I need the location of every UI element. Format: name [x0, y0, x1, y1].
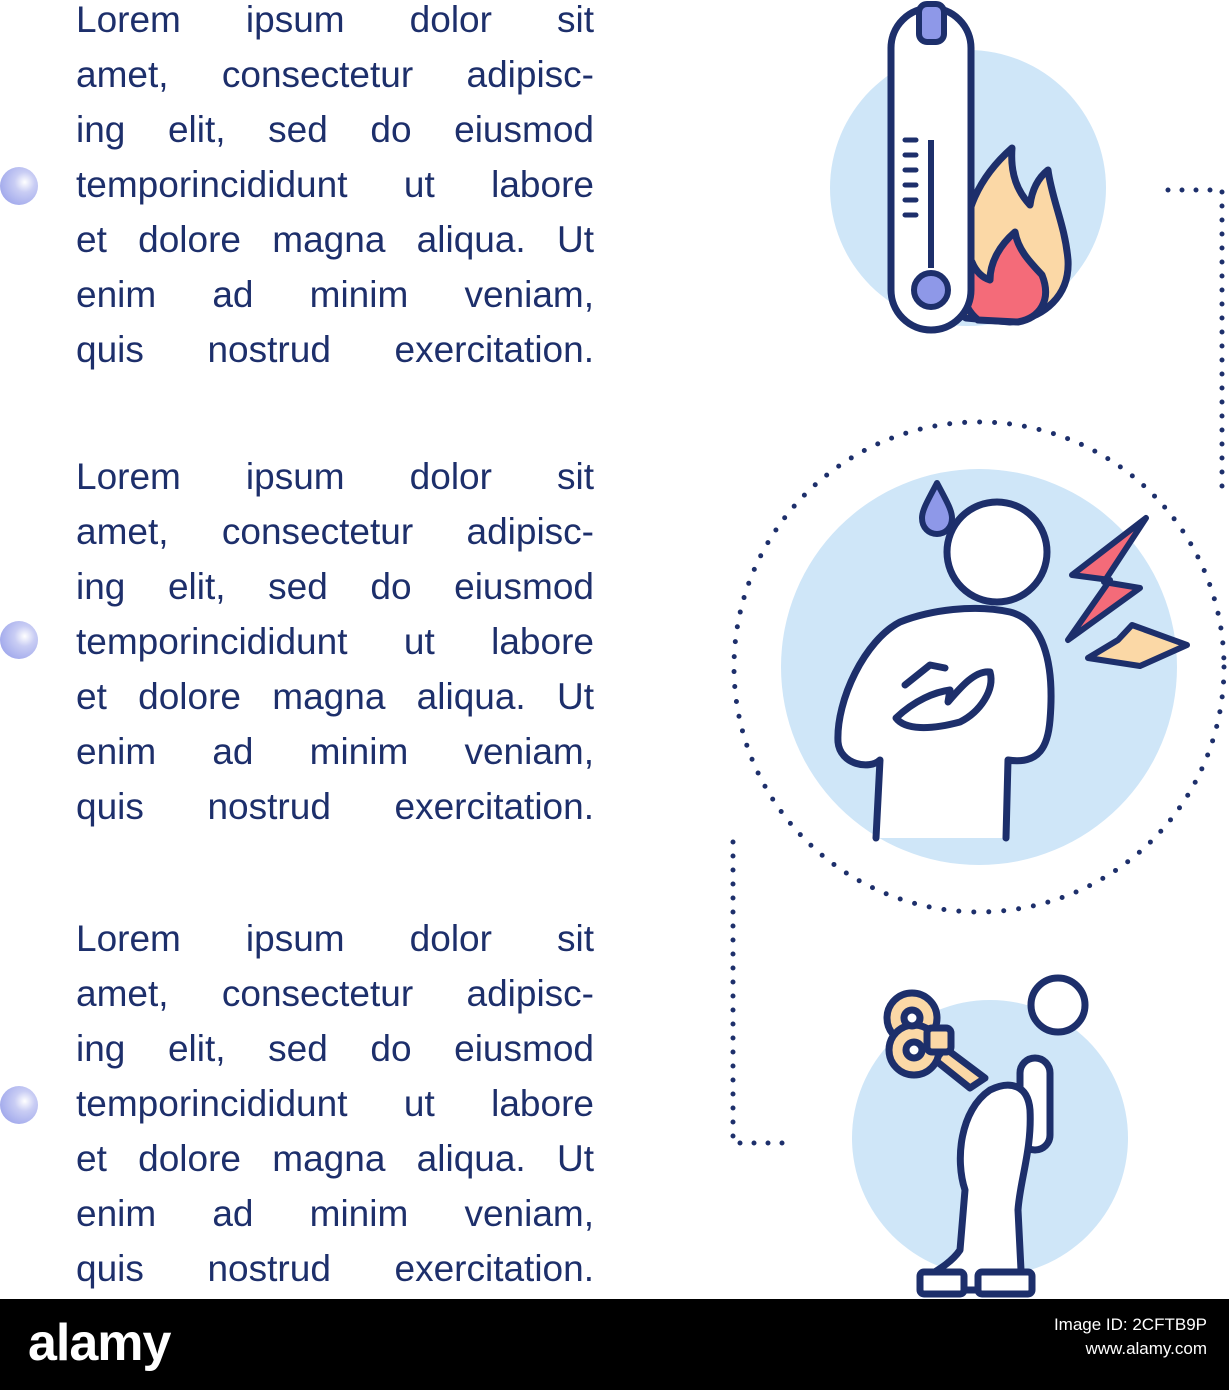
paragraph-line: enim ad minim veniam,: [76, 274, 594, 315]
brand-logo: alamy: [28, 1314, 171, 1372]
paragraph-line: amet, consectetur adipisc-: [76, 511, 594, 552]
connector-top-right: [1168, 190, 1222, 492]
paragraph-line: ing elit, sed do eiusmod: [76, 1028, 594, 1069]
paragraph-line: et dolore magna aliqua. Ut: [76, 676, 594, 717]
paragraph-line: ing elit, sed do eiusmod: [76, 109, 594, 150]
paragraph-line: quis nostrud exercitation.: [76, 786, 594, 827]
paragraph-line: enim ad minim veniam,: [76, 1193, 594, 1234]
watermark-footer: [0, 1299, 1229, 1390]
paragraph-line: quis nostrud exercitation.: [76, 329, 594, 370]
paragraph-line: et dolore magna aliqua. Ut: [76, 1138, 594, 1179]
thermometer-icon: [891, 4, 971, 330]
paragraph-line: temporincididunt ut labore: [76, 1083, 594, 1124]
connector-bottom-left: [733, 842, 790, 1143]
paragraph-line: temporincididunt ut labore: [76, 621, 594, 662]
paragraph-line: quis nostrud exercitation.: [76, 1248, 594, 1289]
site-url: www.alamy.com: [1085, 1339, 1207, 1358]
paragraph-line: Lorem ipsum dolor sit: [76, 918, 594, 959]
paragraph-line: Lorem ipsum dolor sit: [76, 456, 594, 497]
paragraph-line: amet, consectetur adipisc-: [76, 54, 594, 95]
paragraph-line: amet, consectetur adipisc-: [76, 973, 594, 1014]
image-id-text: [1054, 1313, 1207, 1361]
image-id-label: Image ID: 2CFTB9P: [1053, 1315, 1207, 1334]
paragraph-line: ing elit, sed do eiusmod: [76, 566, 594, 607]
paragraph-line: temporincididunt ut labore: [76, 164, 594, 205]
paragraph-line: enim ad minim veniam,: [76, 731, 594, 772]
paragraph-line: et dolore magna aliqua. Ut: [76, 219, 594, 260]
paragraph-line: Lorem ipsum dolor sit: [76, 0, 594, 40]
